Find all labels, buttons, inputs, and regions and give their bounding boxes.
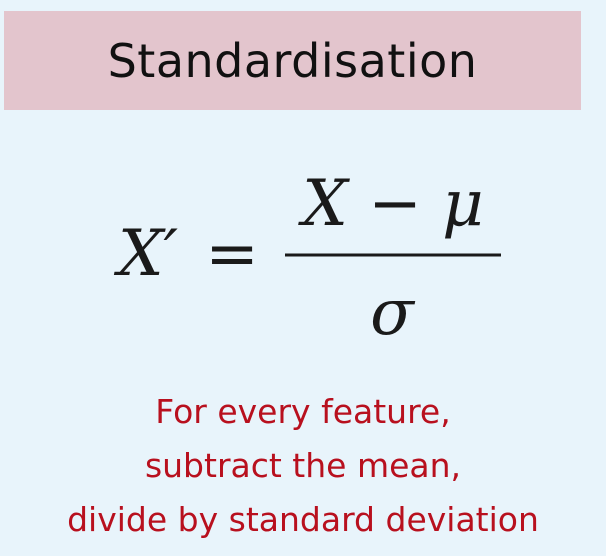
- caption-line-2: subtract the mean,: [144, 446, 462, 485]
- caption-line-1: For every feature,: [155, 392, 451, 431]
- formula-equals: =: [205, 217, 259, 291]
- page-title: Standardisation: [107, 33, 478, 88]
- formula-denominator: σ: [370, 276, 414, 350]
- caption-line-3: divide by standard deviation: [67, 500, 539, 539]
- formula-numerator: X − μ: [302, 167, 484, 241]
- formula-lhs: X′: [117, 217, 179, 291]
